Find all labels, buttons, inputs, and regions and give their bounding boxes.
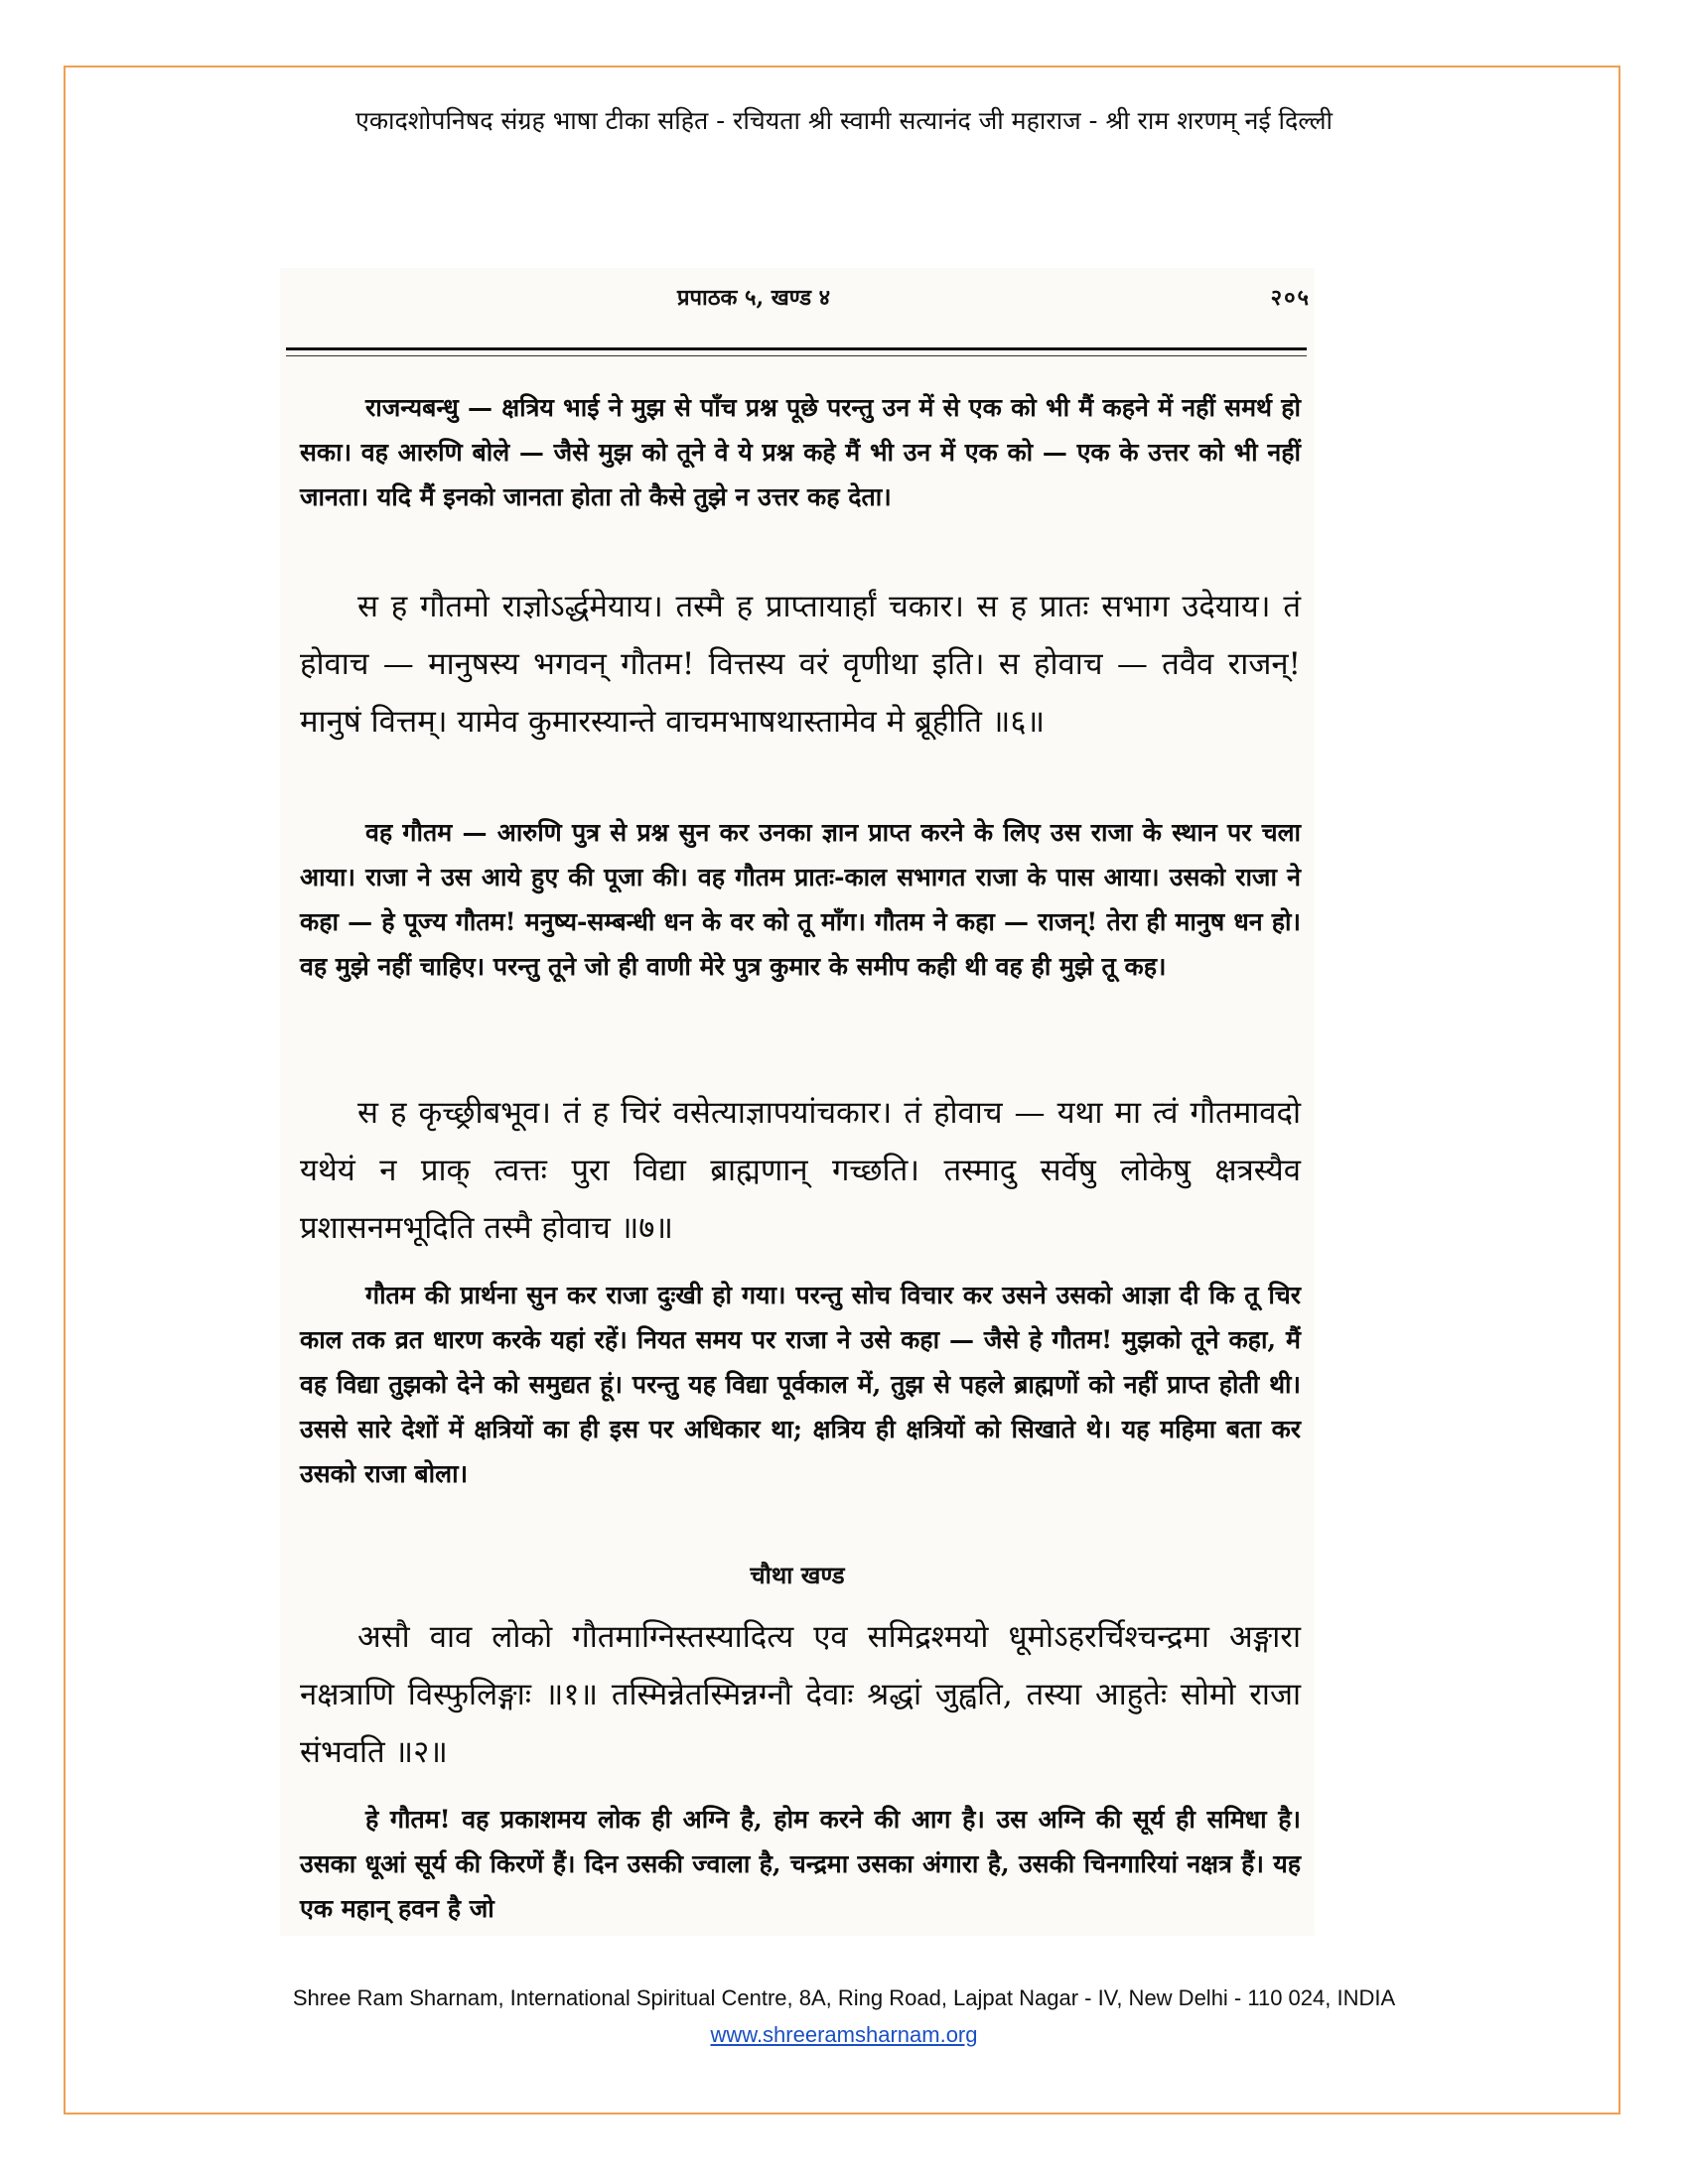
section-label: प्रपाठक ५, खण्ड ४ — [677, 285, 831, 311]
sanskrit-verse: असौ वाव लोको गौतमाग्निस्तस्यादित्य एव समिद्रश्मयो धूमोऽहरर्चिश्चन्द्रमा अङ्गारा नक्षत्राणि विस्फुलिङ्गाः ॥१॥ तस्मिन्नेतस्मिन्नग्नौ देवाः श्रद्धां जुह्वति, तस्या आहुतेः सोमो राजा संभवति ॥२॥ — [300, 1619, 1301, 1770]
paragraph-4 — [300, 1797, 1301, 1931]
sanskrit-verse: स ह कृच्छ्रीबभूव। तं ह चिरं वसेत्याज्ञापयांचकार। तं होवाच — यथा मा त्वं गौतमावदो यथेयं न प्राक् त्वत्तः पुरा विद्या ब्राह्मणान् गच्छति। तस्मादु सर्वेषु लोकेषु क्षत्रस्यैव प्रशासनमभूदिति तस्मै होवाच ॥७॥ — [300, 1095, 1301, 1246]
verse-6 — [300, 578, 1301, 751]
hindi-commentary: हे गौतम! वह प्रकाशमय लोक ही अग्नि है, होम करने की आग है। उस अग्नि की सूर्य ही समिधा है। उसका धूआं सूर्य की किरणें हैं। दिन उसकी ज्वाला है, चन्द्रमा उसका अंगारा है, उसकी चिनगारियां नक्षत्र हैं। यह एक महान् हवन है जो — [300, 1805, 1301, 1923]
hindi-commentary: वह गौतम — आरुणि पुत्र से प्रश्न सुन कर उनका ज्ञान प्राप्त करने के लिए उस राजा के स्थान पर चला आया। राजा ने उस आये हुए की पूजा की। वह गौतम प्रातः-काल सभागत राजा के पास आया। उसको राजा ने कहा — हे पूज्य गौतम! मनुष्य-सम्बन्धी धन के वर को तू माँग। गौतम ने कहा — राजन्! तेरा ही मानुष धन हो। वह मुझे नहीं चाहिए। परन्तु तूने जो ही वाणी मेरे पुत्र कुमार के समीप कही थी वह ही मुझे तू कह। — [300, 818, 1302, 981]
hindi-commentary: गौतम की प्रार्थना सुन कर राजा दुःखी हो गया। परन्तु सोच विचार कर उसने उसको आज्ञा दी कि तू चिर काल तक व्रत धारण करके यहां रहें। नियत समय पर राजा ने उसे कहा — जैसे हे गौतम! मुझको तूने कहा, मैं वह विद्या तुझको देने को समुद्यत हूं। परन्तु यह विद्या पूर्वकाल में, तुझ से पहले ब्राह्मणों को नहीं प्राप्त होती थी। उससे सारे देशों में क्षत्रियों का ही इस पर अधिकार था; क्षत्रिय ही क्षत्रियों को सिखाते थे। यह महिमा बता कर उसको राजा बोला। — [300, 1281, 1301, 1488]
section-subheading: चौथा खण्ड — [750, 1561, 845, 1589]
paragraph-1 — [300, 385, 1301, 519]
paragraph-3 — [300, 1273, 1301, 1496]
document-header: एकादशोपनिषद संग्रह भाषा टीका सहित - रचियता श्री स्वामी सत्यानंद जी महाराज - श्री राम शरणम् नई दिल्ली — [355, 106, 1333, 135]
page-number: २०५ — [1270, 285, 1311, 311]
footer-address: Shree Ram Sharnam, International Spiritual Centre, 8A, Ring Road, Lajpat Nagar - IV, New Delhi - 110 024, INDIA — [292, 1985, 1396, 2010]
website-link[interactable]: www.shreeramsharnam.org — [710, 2022, 978, 2047]
hindi-commentary: राजन्यबन्धु — क्षत्रिय भाई ने मुझ से पाँच प्रश्न पूछे परन्तु उन में से एक को भी मैं कहने में नहीं समर्थ हो सका। वह आरुणि बोले — जैसे मुझ को तूने वे ये प्रश्न कहे मैं भी उन में एक को — एक के उत्तर को भी नहीं जानता। यदि मैं इनको जानता होता तो कैसे तुझे न उत्तर कह देता। — [300, 393, 1301, 511]
running-head — [280, 282, 1315, 316]
header-rule-thin — [286, 355, 1307, 356]
verse-7 — [300, 1084, 1301, 1257]
header-rule — [286, 347, 1307, 350]
scanned-page — [280, 268, 1315, 1936]
verse-1-2 — [300, 1608, 1301, 1781]
sanskrit-verse: स ह गौतमो राज्ञोऽर्द्धमेयाय। तस्मै ह प्राप्तायार्हां चकार। स ह प्रातः सभाग उदेयाय। तं होवाच — मानुषस्य भगवन् गौतम! वित्तस्य वरं वृणीथा इति। स होवाच — तवैव राजन्! मानुषं वित्तम्। यामेव कुमारस्यान्ते वाचमभाषथास्तामेव मे ब्रूहीति ॥६॥ — [300, 589, 1301, 740]
paragraph-2 — [300, 810, 1301, 989]
